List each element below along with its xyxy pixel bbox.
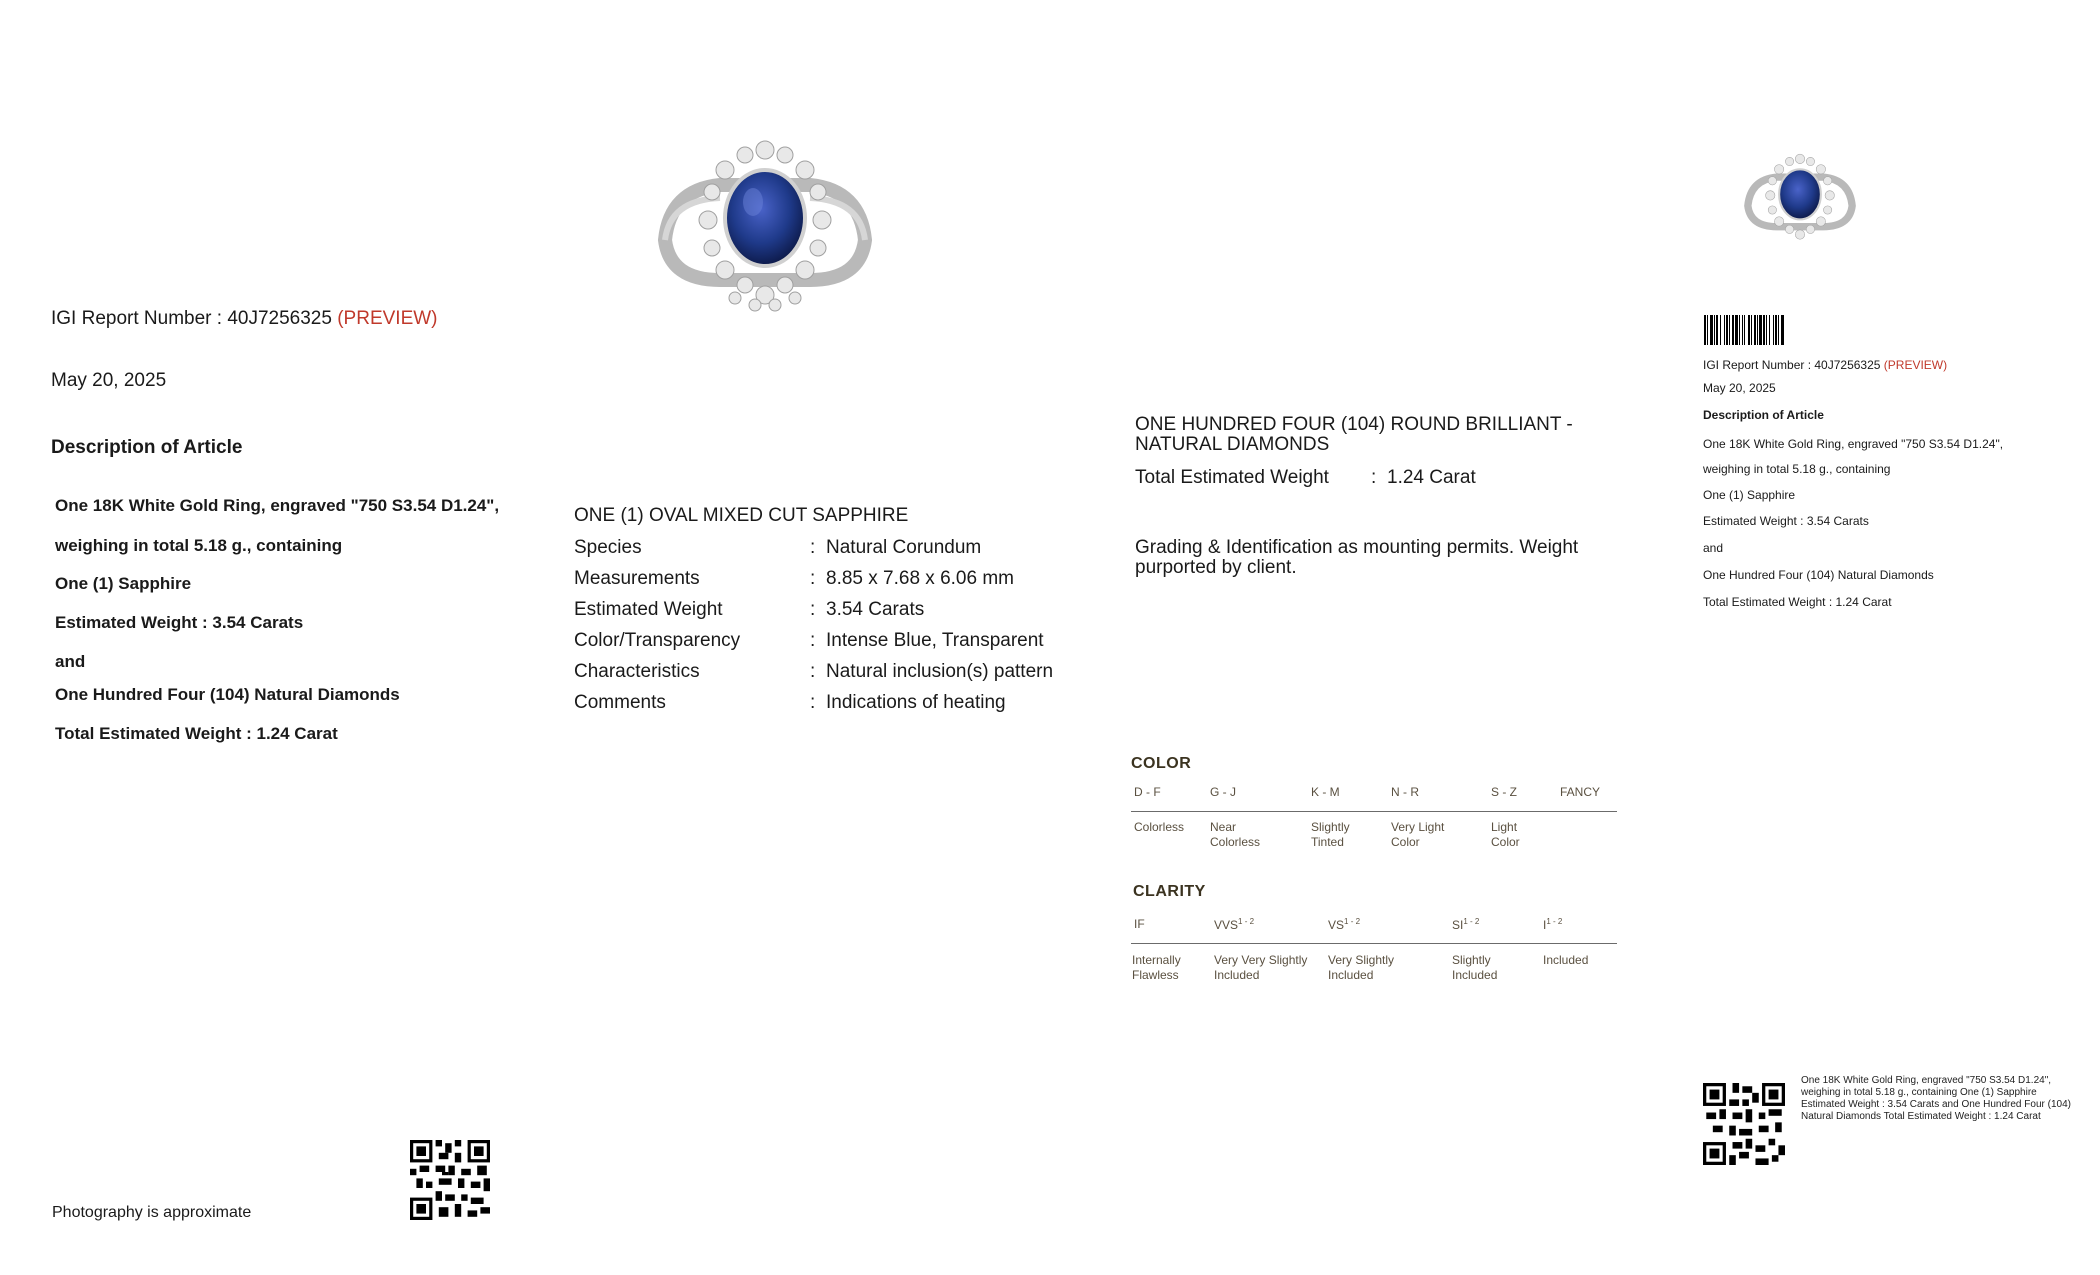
spec-value: Indications of heating	[826, 692, 1006, 713]
description-line: weighing in total 5.18 g., containing	[55, 536, 343, 555]
clarity-grade-desc: Slightly Included	[1452, 953, 1498, 982]
clarity-code-sup: 1 - 2	[1463, 917, 1480, 926]
spec-key: Comments	[574, 692, 666, 713]
summary-line: One Hundred Four (104) Natural Diamonds	[1703, 568, 1934, 582]
grading-note: Grading & Identification as mounting permits. Weight purported by client.	[1135, 537, 1579, 578]
clarity-grade-code	[1452, 917, 1479, 932]
report-number	[51, 308, 438, 330]
clarity-code-sup: 1 - 2	[1344, 917, 1361, 926]
color-grade-desc: Colorless	[1134, 820, 1185, 834]
summary-line: Total Estimated Weight : 1.24 Carat	[1703, 595, 1892, 609]
diamonds-title: ONE HUNDRED FOUR (104) ROUND BRILLIANT - NATURAL DIAMONDS	[1135, 414, 1573, 455]
clarity-code-text: I	[1543, 918, 1547, 932]
summary-report-number	[1703, 358, 1947, 372]
divider	[1131, 811, 1617, 812]
photo-note: Photography is approximate	[52, 1204, 252, 1221]
clarity-code-text: SI	[1452, 918, 1464, 932]
sapphire-title: ONE (1) OVAL MIXED CUT SAPPHIRE	[574, 505, 909, 526]
summary-report-label: IGI Report Number : 40J7256325	[1703, 358, 1881, 372]
spec-row-characteristics	[574, 661, 1094, 685]
description-line: Total Estimated Weight : 1.24 Carat	[55, 724, 338, 743]
color-grade-code: D - F	[1134, 785, 1161, 799]
color-scale	[1131, 785, 1621, 855]
clarity-grade-code	[1214, 917, 1254, 932]
spec-key: Characteristics	[574, 661, 700, 682]
description-line: Estimated Weight : 3.54 Carats	[55, 613, 304, 632]
clarity-grade-desc: Very Very Slightly Included	[1214, 953, 1308, 982]
color-grade-desc: Near Colorless	[1210, 820, 1261, 849]
spec-value: Natural inclusion(s) pattern	[826, 661, 1054, 682]
spec-row-comments	[574, 692, 1094, 716]
spec-colon: :	[810, 537, 816, 558]
color-grade-code: N - R	[1391, 785, 1419, 799]
spec-value: Intense Blue, Transparent	[826, 630, 1044, 651]
diamonds-weight-value: 1.24 Carat	[1387, 467, 1476, 488]
clarity-code-sup: 1 - 2	[1546, 917, 1563, 926]
spec-colon: :	[810, 599, 816, 620]
divider	[1131, 943, 1617, 944]
summary-line: and	[1703, 541, 1724, 555]
description-line: One (1) Sapphire	[55, 574, 192, 593]
spec-value: 3.54 Carats	[826, 599, 925, 620]
summary-line: Estimated Weight : 3.54 Carats	[1703, 514, 1869, 528]
spec-value: Natural Corundum	[826, 537, 982, 558]
report-date: May 20, 2025	[51, 370, 167, 391]
ring-photo	[650, 130, 880, 320]
diamonds-weight	[1135, 467, 1555, 491]
spec-colon: :	[810, 630, 816, 651]
color-grade-code: FANCY	[1560, 785, 1601, 799]
color-grade-code: K - M	[1311, 785, 1340, 799]
clarity-scale	[1131, 913, 1621, 983]
summary-qr-code-icon[interactable]	[1703, 1083, 1785, 1165]
preview-badge: (PREVIEW)	[337, 308, 438, 329]
color-grade-code: G - J	[1210, 785, 1236, 799]
clarity-code-text: VVS	[1214, 918, 1239, 932]
clarity-code-text: VS	[1328, 918, 1345, 932]
color-grade-code: S - Z	[1491, 785, 1517, 799]
spec-colon: :	[810, 661, 816, 682]
spec-colon: :	[810, 692, 816, 713]
spec-key: Estimated Weight	[574, 599, 723, 620]
spec-row-species	[574, 537, 1094, 561]
clarity-grade-code	[1328, 917, 1360, 932]
clarity-code-sup: 1 - 2	[1238, 917, 1255, 926]
description-line: One Hundred Four (104) Natural Diamonds	[55, 685, 400, 704]
description-line: and	[55, 652, 86, 671]
clarity-grade-code	[1543, 917, 1562, 932]
spec-key: Color/Transparency	[574, 630, 741, 651]
ring-thumbnail	[1740, 148, 1860, 248]
clarity-scale-title: CLARITY	[1133, 883, 1206, 900]
color-grade-desc: Slightly Tinted	[1311, 820, 1350, 849]
color-grade-desc: Light Color	[1491, 820, 1520, 849]
clarity-grade-desc: Included	[1543, 953, 1589, 967]
description-line: One 18K White Gold Ring, engraved "750 S3.54 D1.24",	[55, 496, 500, 515]
summary-date: May 20, 2025	[1703, 381, 1776, 395]
summary-line: One 18K White Gold Ring, engraved "750 S3.54 D1.24",	[1703, 437, 2004, 451]
color-grade-desc: Very Light Color	[1391, 820, 1445, 849]
summary-heading: Description of Article	[1703, 408, 1824, 422]
barcode-icon	[1704, 315, 1864, 345]
spec-row-measurements	[574, 568, 1094, 592]
summary-preview-badge: (PREVIEW)	[1883, 358, 1948, 372]
clarity-grade-desc: Very Slightly Included	[1328, 953, 1395, 982]
spec-colon: :	[1371, 467, 1377, 488]
description-heading: Description of Article	[51, 437, 243, 458]
spec-row-color	[574, 630, 1094, 654]
spec-value: 8.85 x 7.68 x 6.06 mm	[826, 568, 1014, 589]
summary-qr-caption: One 18K White Gold Ring, engraved "750 S3.54 D1.24", weighing in total 5.18 g., containing One (1) Sapphire Estimated Weight : 3.54 Carats and One Hundred Four (104) Natural Diamonds Total Estimated Weight : 1.24 Carat	[1801, 1075, 2071, 1122]
diamonds-weight-key: Total Estimated Weight	[1135, 467, 1329, 488]
report-number-label: IGI Report Number : 40J7256325	[51, 308, 332, 329]
spec-key: Species	[574, 537, 642, 558]
clarity-code-text: IF	[1134, 917, 1145, 931]
summary-line: One (1) Sapphire	[1703, 488, 1796, 502]
qr-code-icon[interactable]	[410, 1140, 490, 1220]
spec-key: Measurements	[574, 568, 700, 589]
spec-colon: :	[810, 568, 816, 589]
color-scale-title: COLOR	[1131, 755, 1192, 772]
summary-line: weighing in total 5.18 g., containing	[1703, 462, 1891, 476]
spec-row-estimated-weight	[574, 599, 1094, 623]
clarity-grade-desc: Internally Flawless	[1132, 953, 1181, 982]
clarity-grade-code	[1134, 917, 1145, 931]
